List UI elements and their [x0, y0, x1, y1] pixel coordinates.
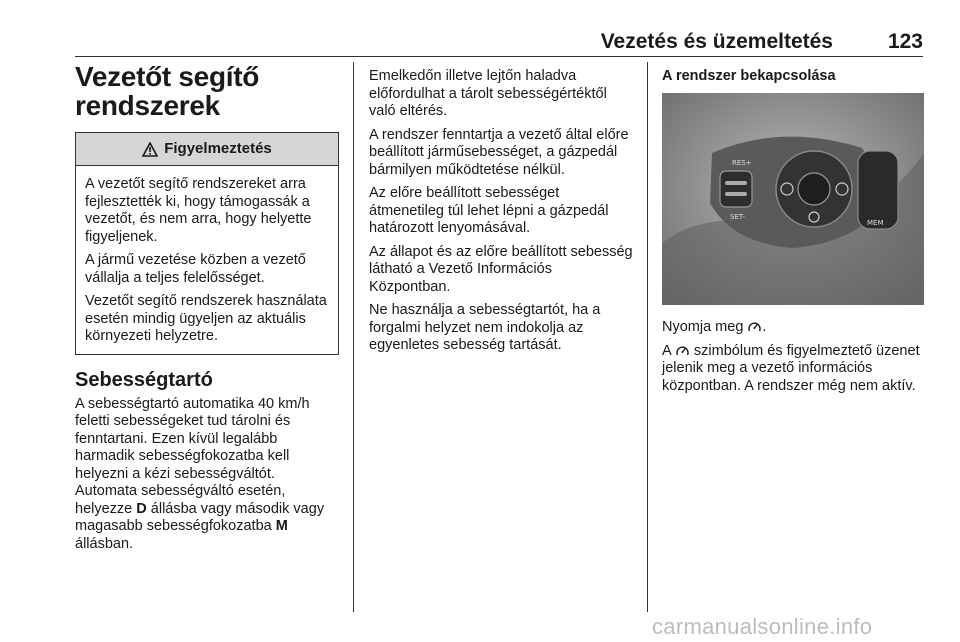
set-label: SET- [730, 213, 746, 221]
warning-body [76, 166, 338, 354]
cruise-control-icon [675, 344, 690, 358]
column-divider-1 [353, 62, 354, 612]
subsection-heading: A rendszer bekapcsolása [662, 68, 836, 84]
res-label: RES+ [732, 159, 752, 167]
warning-title: Figyelmeztetés [164, 140, 272, 158]
header-rule [75, 56, 923, 57]
section-heading: Sebességtartó [75, 368, 213, 391]
section-title: Vezetés és üzemeltetés [600, 30, 833, 53]
warning-box [75, 132, 339, 355]
body-paragraph: Az előre beállított sebességet átmenetileg túl lehet lépni a gázpedál határozott lenyomásával. [369, 185, 609, 236]
column-2 [369, 68, 635, 361]
watermark-text: carmanualsonline.info [652, 614, 873, 639]
body-paragraph: Ne használja a sebességtartót, ha a forgalmi helyzet nem indokolja az egyenletes sebesség tartását. [369, 302, 601, 353]
warning-triangle-icon [142, 142, 158, 157]
warning-header [76, 133, 338, 166]
chapter-title: Vezetőt segítő rendszerek [75, 61, 260, 121]
body-paragraph: A rendszer fenntartja a vezető által előre beállított járműsebességet, a gázpedál bármilyen működtetése nélkül. [369, 126, 629, 178]
instruction-step: Nyomja meg . [662, 319, 767, 335]
warning-paragraph: Vezetőt segítő rendszerek használata esetén mindig ügyeljen az aktuális környezeti helyzetre. [85, 293, 327, 344]
body-paragraph: A sebességtartó automatika 40 km/h feletti sebességeket tud tárolni és fenntartani. Ezen kívül legalább harmadik sebességfokozatba kell helyezni a kézi sebességváltót. Automata sebességváltó esetén, helyezze D állásba vagy második vagy magasabb sebességfokozatba M állásban. [75, 395, 325, 552]
instruction-step: A szimbólum és figyelmeztető üzenet jelenik meg a vezető információs központban. A rendszer még nem aktív. [662, 342, 920, 394]
body-paragraph: Emelkedőn illetve lejtőn haladva előfordulhat a tárolt sebességértéktől való eltérés. [369, 68, 607, 119]
steering-wheel-controls-photo [662, 93, 924, 305]
warning-paragraph: A vezetőt segítő rendszereket arra fejlesztették ki, hogy támogassák a vezetőt, és nem arra, hogy helyette figyeljenek. [85, 176, 312, 245]
warning-paragraph: A jármű vezetése közben a vezető vállalja a teljes felelősséget. [85, 252, 306, 286]
column-1 [75, 62, 339, 559]
page-header [75, 30, 923, 58]
page-number: 123 [887, 30, 923, 53]
column-3 [662, 68, 924, 401]
cruise-control-icon [747, 320, 762, 334]
mem-label: MEM [867, 219, 884, 227]
body-paragraph: Az állapot és az előre beállított sebesség látható a Vezető Információs Központban. [369, 243, 633, 295]
column-divider-2 [647, 62, 648, 612]
